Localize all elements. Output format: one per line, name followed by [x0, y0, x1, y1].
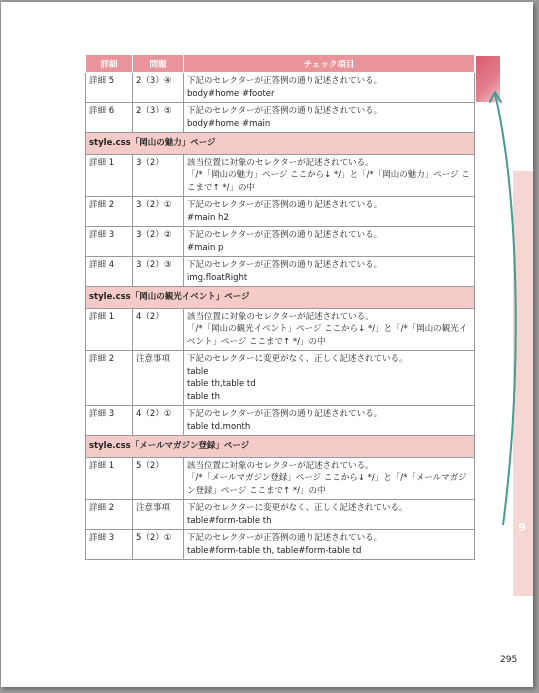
problem-cell: 3（2）③ [133, 257, 184, 287]
header-problem: 問題 [133, 55, 184, 73]
table-row [86, 406, 475, 436]
detail-cell: 詳細 1 [86, 308, 133, 351]
table-row [86, 351, 475, 406]
check-line: 該当位置に対象のセレクターが記述されている。 [187, 157, 374, 168]
table-row [86, 154, 475, 197]
detail-cell: 詳細 3 [86, 406, 133, 436]
check-cell [184, 406, 475, 436]
detail-cell: 詳細 5 [86, 73, 133, 103]
problem-cell: 3（2）② [133, 227, 184, 257]
check-line: body#home #footer [187, 88, 275, 99]
section-row [86, 436, 475, 458]
check-line: table th,table td [187, 379, 256, 389]
check-cell [184, 227, 475, 257]
check-line: table th [187, 391, 220, 402]
check-cell [184, 154, 475, 197]
check-line: 「/*「岡山の魅力」ページ ここから↓ */」と「/*「岡山の魅力」ページ ここまで↑ */」の中 [187, 170, 470, 193]
table-row [86, 103, 475, 133]
problem-cell: 2（3）⑤ [133, 103, 184, 133]
problem-cell: 2（3）④ [133, 73, 184, 103]
check-line: 下記のセレクターが正答例の通り記述されている。 [187, 409, 383, 419]
detail-cell: 詳細 1 [86, 154, 133, 197]
page-number: 295 [500, 655, 518, 665]
check-cell [184, 500, 475, 530]
check-line: 下記のセレクターが正答例の通り記述されている。 [187, 106, 383, 116]
chapter-number: 9 [518, 521, 526, 534]
detail-cell: 詳細 4 [86, 257, 133, 287]
detail-cell: 詳細 2 [86, 500, 133, 530]
section-title: style.css「メールマガジン登録」ページ [86, 436, 475, 458]
check-line: 該当位置に対象のセレクターが記述されている。 [187, 311, 374, 322]
table-row [86, 500, 475, 530]
problem-cell: 4（2） [133, 308, 184, 351]
check-cell [184, 457, 475, 500]
table-row [86, 308, 475, 351]
check-line: body#home #main [187, 118, 271, 129]
table-row [86, 257, 475, 287]
section-row [86, 133, 475, 155]
detail-cell: 詳細 2 [86, 351, 133, 406]
check-line: 下記のセレクターが正答例の通り記述されている。 [187, 230, 383, 240]
header-check: チェック項目 [184, 55, 475, 73]
check-line: table td.month [187, 421, 251, 432]
problem-cell: 4（2）① [133, 406, 184, 436]
detail-cell: 詳細 2 [86, 197, 133, 227]
detail-cell: 詳細 1 [86, 457, 133, 500]
problem-cell: 3（2） [133, 154, 184, 197]
check-line: 下記のセレクターに変更がなく、正しく記述されている。 [187, 354, 408, 364]
check-line: 下記のセレクターが正答例の通り記述されている。 [187, 200, 383, 210]
detail-cell: 詳細 3 [86, 530, 133, 560]
check-line: table#form-table th, table#form-table td [187, 545, 362, 556]
arrow-icon [470, 80, 539, 540]
check-cell [184, 197, 475, 227]
section-row [86, 287, 475, 309]
check-line: 該当位置に対象のセレクターが記述されている。 [187, 460, 374, 471]
detail-cell: 詳細 6 [86, 103, 133, 133]
table-row [86, 227, 475, 257]
header-detail: 詳細 [86, 55, 133, 73]
check-cell [184, 308, 475, 351]
section-title: style.css「岡山の観光イベント」ページ [86, 287, 475, 309]
check-line: 下記のセレクターが正答例の通り記述されている。 [187, 260, 383, 270]
check-cell [184, 351, 475, 406]
check-line: table [187, 366, 209, 377]
table-row [86, 73, 475, 103]
table-row [86, 197, 475, 227]
check-line: #main p [187, 242, 224, 253]
problem-cell: 3（2）① [133, 197, 184, 227]
section-title: style.css「岡山の魅力」ページ [86, 133, 475, 155]
check-line: 下記のセレクターが正答例の通り記述されている。 [187, 533, 383, 543]
check-cell [184, 530, 475, 560]
detail-cell: 詳細 3 [86, 227, 133, 257]
check-cell [184, 257, 475, 287]
problem-cell: 5（2）① [133, 530, 184, 560]
checklist-table [85, 54, 475, 560]
check-cell [184, 73, 475, 103]
check-line: 下記のセレクターに変更がなく、正しく記述されている。 [187, 503, 408, 513]
check-line: 下記のセレクターが正答例の通り記述されている。 [187, 76, 383, 86]
check-line: 「/*「岡山の観光イベント」ページ ここから↓ */」と「/*「岡山の観光イベント」ページ ここまで↑ */」の中 [187, 324, 468, 347]
check-line: img.floatRight [187, 272, 248, 283]
problem-cell: 注意事項 [133, 500, 184, 530]
check-line: 「/*「メールマガジン登録」ページ ここから↓ */」と「/*「メールマガジン登録」ページ ここまで↑ */」の中 [187, 473, 467, 496]
check-line: #main h2 [187, 212, 229, 223]
table-row [86, 530, 475, 560]
table-header-row [86, 55, 475, 73]
check-cell [184, 103, 475, 133]
check-line: table#form-table th [187, 515, 272, 526]
table-row [86, 457, 475, 500]
problem-cell: 5（2） [133, 457, 184, 500]
problem-cell: 注意事項 [133, 351, 184, 406]
